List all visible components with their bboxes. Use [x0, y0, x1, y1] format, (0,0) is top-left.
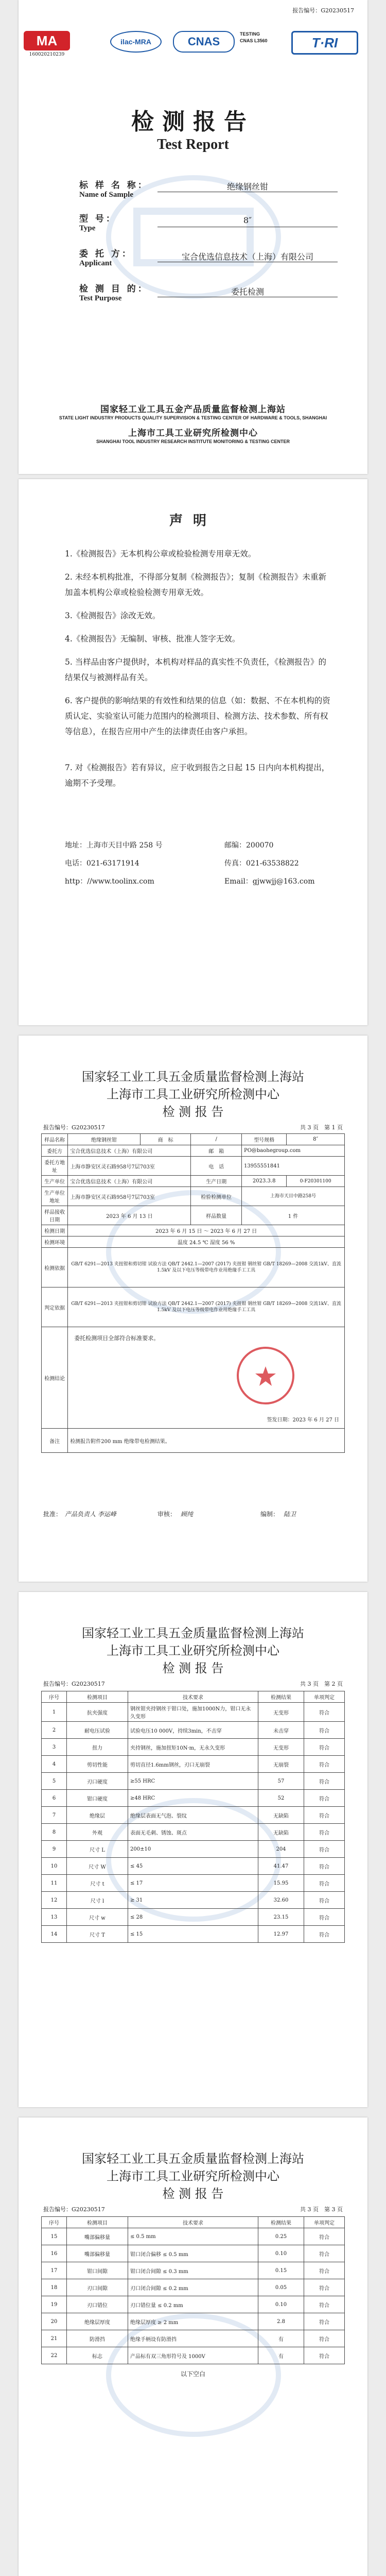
table-cell: 绝缘层 [67, 1807, 128, 1824]
table-cell: 符合 [304, 1790, 345, 1807]
table-cell: 符合 [304, 1722, 345, 1739]
report-page-2 [19, 1592, 367, 2107]
table-row [42, 1790, 345, 1807]
org-name-1: 国家轻工业工具五金质量监督检测上海站 [82, 1070, 304, 1084]
table-cell: 21 [42, 2330, 67, 2347]
table-row [42, 1892, 345, 1909]
table-cell: 57 [258, 1773, 304, 1790]
table-row [42, 2262, 345, 2279]
table-cell: 0.10 [258, 2245, 304, 2262]
table-row [42, 1739, 345, 1756]
type-value: 8″ [243, 215, 252, 225]
approve-label: 批准： [43, 1511, 62, 1518]
table-cell: 3 [42, 1739, 67, 1756]
table-cell: 剪切性能 [67, 1756, 128, 1773]
table-cell: 刃口错位量 ≤ 0.2 mm [128, 2296, 258, 2313]
table-cell: 19 [42, 2296, 67, 2313]
table-cell: 尺寸 W [67, 1858, 128, 1875]
table-row [42, 1841, 345, 1858]
org-name-1: 国家轻工业工具五金质量监督检测上海站 [82, 2151, 304, 2166]
table-row [42, 2330, 345, 2347]
table-cell: 防滑挡 [67, 2330, 128, 2347]
table-cell: 0.05 [258, 2279, 304, 2296]
col-header: 单项判定 [304, 1691, 345, 1703]
report-table [41, 1133, 345, 1453]
sample-label-en: Name of Sample [79, 191, 133, 199]
table-cell: 尺寸 w [67, 1909, 128, 1926]
report-page-1 [19, 1036, 367, 1582]
table-cell: 绝缘层厚度 [67, 2313, 128, 2330]
table-cell: 14 [42, 1926, 67, 1943]
table-cell: ≤ 0.5 mm [128, 2228, 258, 2245]
table-cell: 扭力 [67, 1739, 128, 1756]
table-cell: 绝缘层厚度 ≥ 2 mm [128, 2313, 258, 2330]
page-indicator: 共 3 页 第 3 页 [300, 2206, 343, 2213]
email: Email：gjwwjj@163.com [224, 877, 315, 886]
cell-value: 0-F20301100 [287, 1176, 345, 1187]
report-title: 检 测 报 告 [162, 1105, 224, 1119]
table-row [42, 1875, 345, 1892]
cell-label: 检测结论 [42, 1327, 68, 1429]
table-cell: 8 [42, 1824, 67, 1841]
cell-value: GB/T 6291—2013 夹扭钳和剪切钳 试验方法 QB/T 2442.1—2007 (2017) 夹扭钳 钢丝钳 GB/T 18269—2008 交流1kV、直流1.5kV 及以下电压等级带电作业用绝缘手工工具 [68, 1248, 345, 1287]
reviewer-signature: 顾纯 [181, 1511, 194, 1518]
table-cell: 钳口间隙 [67, 2262, 128, 2279]
applicant-label-en: Applicant [79, 259, 112, 267]
cell-value: / [191, 1134, 242, 1145]
table-cell: 符合 [304, 1773, 345, 1790]
applicant-label-cn: 委 托 方： [79, 249, 133, 259]
org-name-2: 上海市工具工业研究所检测中心 [107, 1087, 279, 1101]
accreditation-logos [24, 31, 363, 72]
table-cell: 符合 [304, 1703, 345, 1722]
table-row [42, 1807, 345, 1824]
table-cell: 9 [42, 1841, 67, 1858]
results-table [41, 1691, 345, 1943]
cell-label: 电 话 [191, 1157, 242, 1176]
table-cell: 外观 [67, 1824, 128, 1841]
table-cell: 尺寸 L [67, 1841, 128, 1858]
statement-item: 3.《检测报告》涂改无效。 [65, 611, 161, 620]
cnas-testing-mark: TESTING CNAS L3560 [240, 31, 268, 43]
title-cn: 检测报告 [131, 109, 255, 135]
cover-page [19, 0, 367, 474]
issue-date: 签发日期：2023 年 6 月 27 日 [267, 1417, 339, 1423]
table-cell: 产品标有双三角形符号及 1000V [128, 2347, 258, 2364]
table-row [42, 2245, 345, 2262]
sample-value: 绝缘钢丝钳 [226, 182, 268, 192]
table-cell: 16 [42, 2245, 67, 2262]
type-label-en: Type [79, 224, 96, 232]
table-cell: 23.15 [258, 1909, 304, 1926]
statement-item: 7. 对《检测报告》若有异议，应于收到报告之日起 15 日内向本机构提出，逾期不予受理。 [65, 763, 330, 788]
statement-item: 1.《检测报告》无本机构公章或检验检测专用章无效。 [65, 549, 256, 558]
footer-org-en-2: SHANGHAI TOOL INDUSTRY RESEARCH INSTITUTE MONITORING & TESTING CENTER [96, 439, 290, 444]
org-name-1: 国家轻工业工具五金质量监督检测上海站 [82, 1626, 304, 1640]
cell-label: 委托方 [42, 1145, 68, 1157]
footer-org-cn-2: 上海市工具工业研究所检测中心 [128, 428, 258, 438]
statement-item: 2. 未经本机构批准，不得部分复制《检测报告》；复制《检测报告》未重新加盖本机构公章或检验检测专用章无效。 [65, 572, 326, 597]
cell-value: 13955551841 [241, 1157, 344, 1176]
table-row [42, 1722, 345, 1739]
col-header: 单项判定 [304, 2217, 345, 2228]
table-cell: 符合 [304, 2279, 345, 2296]
cell-value: 上海市静安区灵石路958号7层703室 [68, 1157, 191, 1176]
end-marker: 以下空白 [180, 2370, 205, 2378]
table-cell: 符合 [304, 2296, 345, 2313]
table-cell: 耐电压试验 [67, 1722, 128, 1739]
table-cell: 32.60 [258, 1892, 304, 1909]
table-cell: 0.15 [258, 2262, 304, 2279]
cell-value: PO@baohegroup.com [241, 1145, 344, 1157]
cell-label: 生产单位地址 [42, 1187, 68, 1206]
table-row [42, 1756, 345, 1773]
fax: 传真：021-63538822 [224, 859, 299, 868]
table-cell: 符合 [304, 1892, 345, 1909]
table-row [42, 1824, 345, 1841]
applicant-value: 宝合优选信息技术（上海）有限公司 [181, 252, 313, 262]
cell-value: 2023 年 6 月 15 日 ～ 2023 年 6 月 27 日 [68, 1225, 345, 1236]
cell-value: 上海市静安区灵石路958号7层703室 [68, 1187, 191, 1206]
col-header: 技术要求 [128, 1691, 258, 1703]
approver-signature: 产品负责人 李运峰 [65, 1511, 116, 1518]
page-indicator: 共 3 页 第 1 页 [300, 1124, 343, 1131]
table-cell: 符合 [304, 2347, 345, 2364]
table-cell: ≤ 15 [128, 1926, 258, 1943]
conclusion-text: 委托检测项目全部符合标准要求。 [74, 1335, 160, 1342]
table-cell: 符合 [304, 2330, 345, 2347]
official-seal [235, 1345, 296, 1406]
table-cell: 符合 [304, 1875, 345, 1892]
table-cell: 符合 [304, 2262, 345, 2279]
report-title: 检 测 报 告 [162, 2187, 224, 2201]
table-cell: 0.10 [258, 2296, 304, 2313]
table-cell: 符合 [304, 2228, 345, 2245]
table-cell: 12.97 [258, 1926, 304, 1943]
cell-label: 商 标 [140, 1134, 191, 1145]
cell-label: 样品名称 [42, 1134, 68, 1145]
table-cell: 2 [42, 1722, 67, 1739]
table-row [42, 1909, 345, 1926]
table-cell: 无变形 [258, 1703, 304, 1722]
statement-item: 6. 客户提供的影响结果的有效性和结果的信息（如：数据、不在本机构的资质认定、实验室认可能力范围内的检测项目、检测方法、技术参数、所有权等信息），在报告应用中产生的法律责任由客户承担。 [65, 696, 330, 736]
table-cell: ≥ 31 [128, 1892, 258, 1909]
table-cell: 剪切直径1.6mm钢丝，刃口无崩裂 [128, 1756, 258, 1773]
cell-label: 检测日期 [42, 1225, 68, 1236]
table-row [42, 2228, 345, 2245]
table-cell: 2.8 [258, 2313, 304, 2330]
cell-label: 检测环境 [42, 1236, 68, 1248]
table-cell: 钳口闭合偏移 ≤ 0.5 mm [128, 2245, 258, 2262]
col-header: 检测结果 [258, 2217, 304, 2228]
cell-label: 委托方地址 [42, 1157, 68, 1176]
report-title: 检 测 报 告 [162, 1661, 224, 1675]
cell-value: GB/T 6291—2013 夹扭钳和剪切钳 试验方法 QB/T 2442.1—2007 (2017) 夹扭钳 钢丝钳 GB/T 18269—2008 交流1kV、直流1.5kV 及以下电压等级带电作业用绝缘手工工具 [68, 1287, 345, 1327]
table-cell: ≥48 HRC [128, 1790, 258, 1807]
table-cell: 表面无毛刺、锈蚀、斑点 [128, 1824, 258, 1841]
cell-value: 8″ [287, 1134, 345, 1145]
col-header: 检测项目 [67, 2217, 128, 2228]
cell-label: 邮 箱 [191, 1145, 242, 1157]
table-cell: 10 [42, 1858, 67, 1875]
table-row [42, 1703, 345, 1722]
org-name-2: 上海市工具工业研究所检测中心 [107, 2169, 279, 2183]
table-row [42, 1773, 345, 1790]
website: http：//www.toolinx.com [65, 877, 154, 886]
table-cell: 尺寸 l [67, 1892, 128, 1909]
table-cell: 符合 [304, 1858, 345, 1875]
compile-label: 编制： [260, 1511, 279, 1518]
table-cell: ≤ 17 [128, 1875, 258, 1892]
table-cell: 5 [42, 1773, 67, 1790]
page-indicator: 共 3 页 第 2 页 [300, 1681, 343, 1687]
table-cell: 7 [42, 1807, 67, 1824]
cell-value: 2023.3.8 [241, 1176, 286, 1187]
table-cell: 钢丝钳夹持钢丝于钳口处，施加1000N力，钳口无永久变形 [128, 1703, 258, 1722]
table-cell: 1 [42, 1703, 67, 1722]
table-cell: 15 [42, 2228, 67, 2245]
table-cell: 抗夹强度 [67, 1703, 128, 1722]
cma-logo: MA 160020210239 [24, 31, 70, 57]
table-cell: 符合 [304, 1739, 345, 1756]
report-number: 报告编号：G20230517 [292, 7, 354, 14]
table-cell: 15.95 [258, 1875, 304, 1892]
table-cell: 18 [42, 2279, 67, 2296]
table-row [42, 1858, 345, 1875]
statement-item: 5. 当样品由客户提供时，本机构对样品的真实性不负责任，《检测报告》的结果仅与被测样品有关。 [65, 657, 326, 682]
cell-label: 样品接收日期 [42, 1206, 68, 1225]
cell-value: 上海市天目中路258号 [241, 1187, 344, 1206]
purpose-label-cn: 检 测 目 的： [79, 284, 149, 294]
cell-value: 温度 24.5 ℃ 湿度 56 % [68, 1236, 345, 1248]
statement-page [19, 479, 367, 1025]
table-cell: 绝缘层表面无气泡、裂纹 [128, 1807, 258, 1824]
purpose-value: 委托检测 [231, 287, 264, 297]
cell-value: 宝合优选信息技术（上海）有限公司 [68, 1145, 191, 1157]
title-en: Test Report [157, 137, 229, 152]
table-cell: 17 [42, 2262, 67, 2279]
table-cell: 无变形 [258, 1739, 304, 1756]
table-cell: 钳口硬度 [67, 1790, 128, 1807]
table-cell: 刃口间隙 [67, 2279, 128, 2296]
table-cell: 刃口硬度 [67, 1773, 128, 1790]
table-cell: 嘴部偏移量 [67, 2228, 128, 2245]
cell-label: 备注 [42, 1429, 68, 1453]
table-cell: 4 [42, 1756, 67, 1773]
cell-label: 检验检测单位 [191, 1187, 242, 1206]
table-cell: 标志 [67, 2347, 128, 2364]
statement-item: 4.《检测报告》无编制、审核、批准人签字无效。 [65, 634, 240, 643]
table-cell: 嘴部偏移量 [67, 2245, 128, 2262]
table-cell: 绝缘手柄设有防滑挡 [128, 2330, 258, 2347]
table-cell: 刃口闭合间隙 ≤ 0.2 mm [128, 2279, 258, 2296]
table-cell: 22 [42, 2347, 67, 2364]
phone: 电话：021-63171914 [65, 859, 139, 868]
cell-label: 检测依据 [42, 1248, 68, 1287]
footer-org-cn-1: 国家轻工业工具五金产品质量监督检测上海站 [100, 404, 286, 415]
col-header: 序号 [42, 1691, 67, 1703]
report-number: 报告编号：G20230517 [43, 1124, 105, 1131]
cell-label: 判定依据 [42, 1287, 68, 1327]
cell-value: 检测报告附件200 mm 绝缘带电检测结果。 [68, 1429, 345, 1453]
org-name-2: 上海市工具工业研究所检测中心 [107, 1643, 279, 1658]
table-cell: 符合 [304, 1841, 345, 1858]
review-label: 审核： [157, 1511, 177, 1518]
cell-label: 生产日期 [191, 1176, 242, 1187]
cell-label: 生产单位 [42, 1176, 68, 1187]
table-cell: 11 [42, 1875, 67, 1892]
postcode: 邮编：200070 [224, 841, 274, 850]
cell-value: 宝合优选信息技术（上海）有限公司 [68, 1176, 191, 1187]
cnas-logo: CNAS [173, 31, 235, 53]
table-cell: 刃口错位 [67, 2296, 128, 2313]
table-cell: 无缺陷 [258, 1807, 304, 1824]
table-cell: 无崩裂 [258, 1756, 304, 1773]
cell-value: 1 件 [241, 1206, 344, 1225]
table-cell: 符合 [304, 1824, 345, 1841]
table-cell: 符合 [304, 2245, 345, 2262]
ilac-logo: ilac-MRA [110, 31, 162, 53]
table-row [42, 2296, 345, 2313]
table-cell: 0.25 [258, 2228, 304, 2245]
table-cell: 13 [42, 1909, 67, 1926]
statement-title: 声明 [169, 513, 217, 529]
table-cell: 符合 [304, 2313, 345, 2330]
cell-label: 型号规格 [241, 1134, 286, 1145]
compiler-signature: 陆卫 [284, 1511, 296, 1518]
tri-logo: T·RI [291, 31, 358, 55]
table-cell: 12 [42, 1892, 67, 1909]
sample-label-cn: 标 样 名 称： [79, 180, 149, 191]
col-header: 序号 [42, 2217, 67, 2228]
table-cell: 未击穿 [258, 1722, 304, 1739]
table-row [42, 2313, 345, 2330]
table-cell: 有 [258, 2330, 304, 2347]
report-page-3 [19, 2117, 367, 2576]
type-label-cn: 型 号： [79, 214, 117, 224]
table-cell: 夹持钢丝，施加扭矩10N·m，无永久变形 [128, 1739, 258, 1756]
table-cell: 20 [42, 2313, 67, 2330]
cell-value: 绝缘钢丝钳 [68, 1134, 140, 1145]
table-cell: 符合 [304, 1807, 345, 1824]
address: 地址：上海市天目中路 258 号 [65, 841, 163, 850]
table-cell: ≤ 28 [128, 1909, 258, 1926]
table-cell: 6 [42, 1790, 67, 1807]
table-cell: 符合 [304, 1926, 345, 1943]
table-cell: 尺寸 T [67, 1926, 128, 1943]
col-header: 检测项目 [67, 1691, 128, 1703]
footer-org-en-1: STATE LIGHT INDUSTRY PRODUCTS QUALITY SUPERVISION & TESTING CENTER OF HARDWARE & TOOLS, SHANGHAI [59, 415, 327, 420]
table-row [42, 2347, 345, 2364]
report-number: 报告编号：G20230517 [43, 1681, 105, 1687]
conclusion-cell [68, 1327, 345, 1429]
col-header: 检测结果 [258, 1691, 304, 1703]
table-cell: 52 [258, 1790, 304, 1807]
table-row [42, 2279, 345, 2296]
table-cell: 尺寸 t [67, 1875, 128, 1892]
table-cell: 有 [258, 2347, 304, 2364]
table-cell: ≤ 45 [128, 1858, 258, 1875]
col-header: 技术要求 [128, 2217, 258, 2228]
table-cell: 204 [258, 1841, 304, 1858]
report-number: 报告编号：G20230517 [43, 2206, 105, 2213]
table-cell: 41.47 [258, 1858, 304, 1875]
table-cell: 200±10 [128, 1841, 258, 1858]
cell-label: 样品数量 [191, 1206, 242, 1225]
results-table [41, 2216, 345, 2378]
table-cell: 试验电压10 000V，持续3min，不击穿 [128, 1722, 258, 1739]
table-cell: 钳口闭合间隙 ≤ 0.3 mm [128, 2262, 258, 2279]
table-cell: 无缺陷 [258, 1824, 304, 1841]
table-cell: 符合 [304, 1756, 345, 1773]
table-row [42, 1926, 345, 1943]
table-cell: 符合 [304, 1909, 345, 1926]
purpose-label-en: Test Purpose [79, 294, 122, 302]
cell-value: 2023 年 6 月 13 日 [68, 1206, 191, 1225]
table-cell: ≥55 HRC [128, 1773, 258, 1790]
